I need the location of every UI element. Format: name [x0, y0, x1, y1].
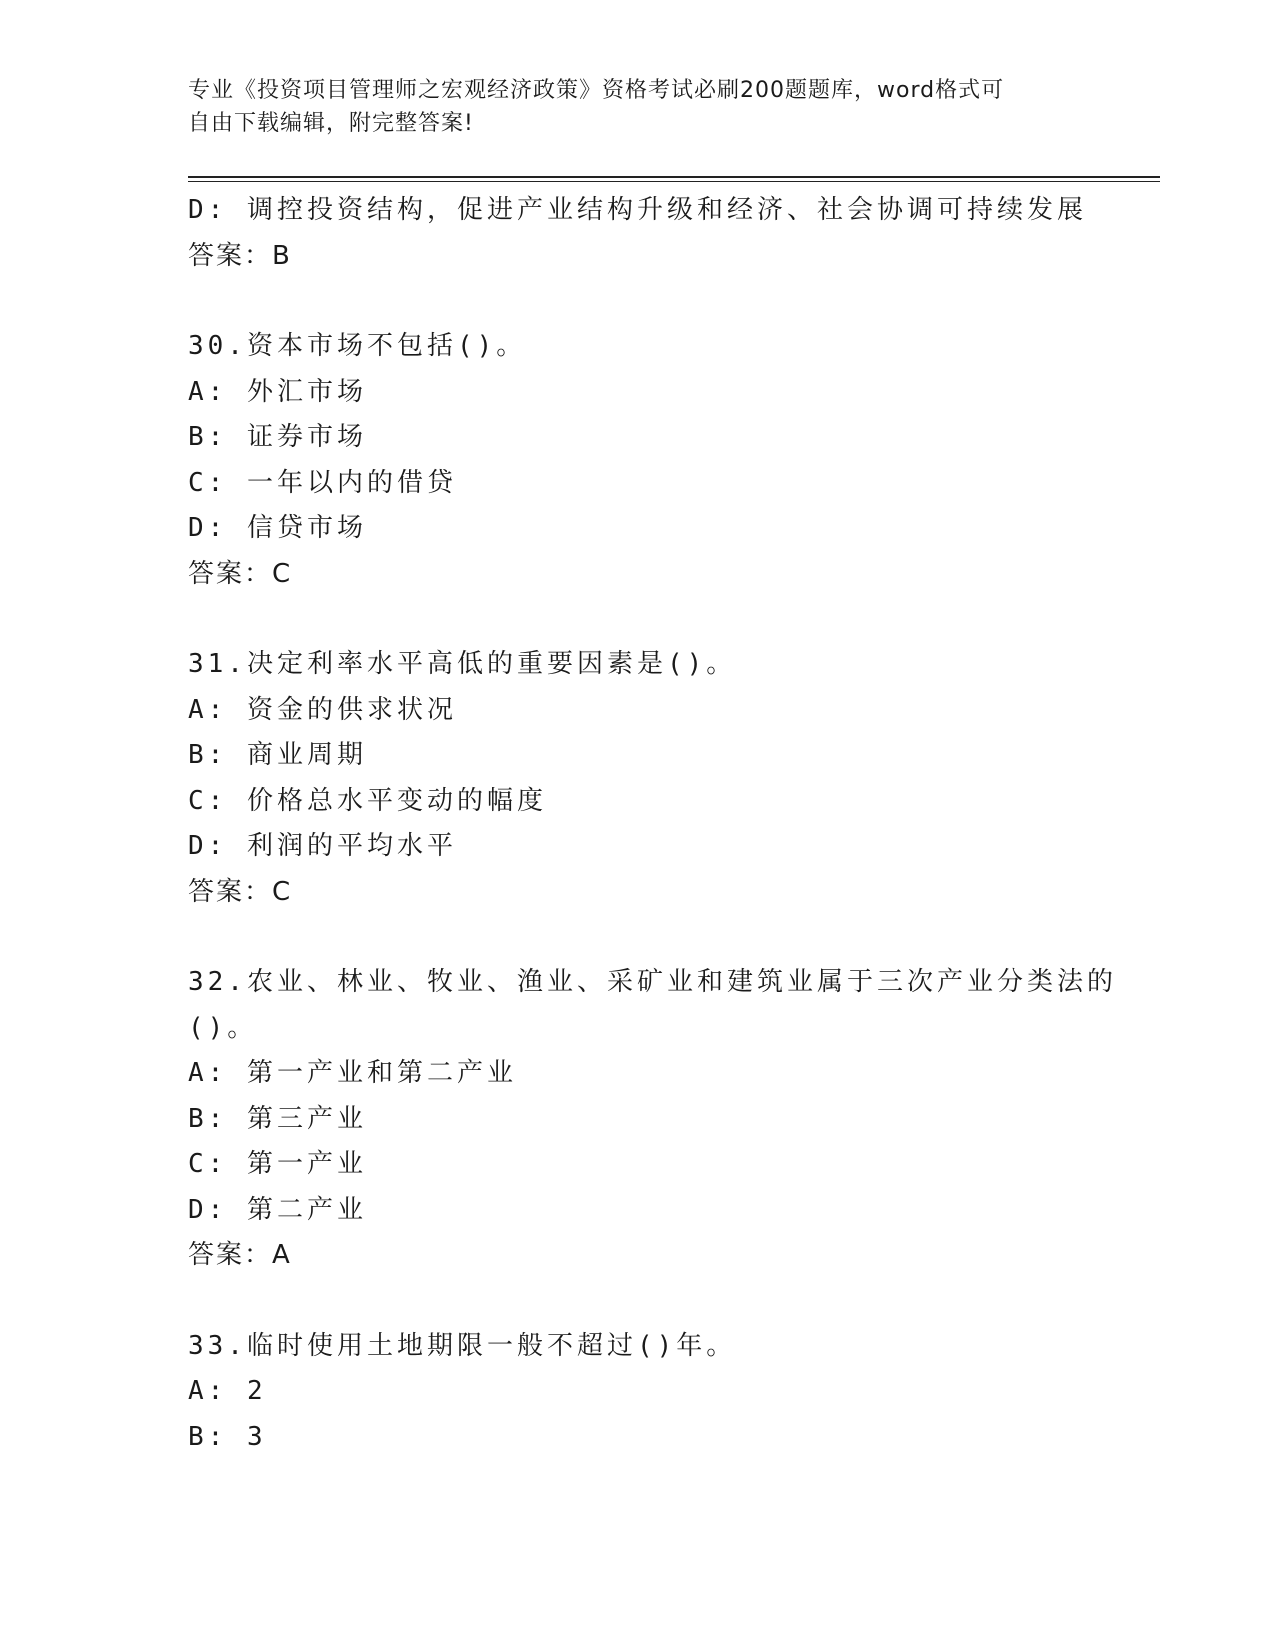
answer-line: 答案：A: [188, 1240, 292, 1270]
answer-line: 答案：B: [188, 240, 292, 271]
option-b: B: 3: [188, 1421, 267, 1452]
header-line-1: 专业《投资项目管理师之宏观经济政策》资格考试必刷200题题库，word格式可: [188, 78, 1005, 103]
previous-question-tail: [188, 188, 1148, 279]
question-stem-line-1: 32.农业、林业、牧业、渔业、采矿业和建筑业属于三次产业分类法的: [188, 967, 1117, 997]
option-b: B: 第三产业: [188, 1103, 367, 1134]
question-content: [188, 188, 1148, 1460]
option-d: D: 调控投资结构，促进产业结构升级和经济、社会协调可持续发展: [188, 195, 1087, 225]
question-stem-line-2: ()。: [188, 1012, 258, 1043]
document-header: [188, 74, 1088, 140]
question-stem: 31.决定利率水平高低的重要因素是()。: [188, 649, 737, 679]
header-line-2: 自由下载编辑，附完整答案!: [188, 111, 474, 136]
option-a: A: 资金的供求状况: [188, 694, 457, 725]
option-d: D: 第二产业: [188, 1194, 367, 1225]
answer-line: 答案：C: [188, 558, 293, 589]
option-d: D: 信贷市场: [188, 513, 367, 543]
question-stem: 33.临时使用土地期限一般不超过()年。: [188, 1330, 737, 1361]
option-a: A: 第一产业和第二产业: [188, 1058, 517, 1088]
option-b: B: 商业周期: [188, 740, 367, 770]
question-32: [188, 960, 1148, 1279]
option-c: C: 价格总水平变动的幅度: [188, 785, 547, 816]
option-a: A: 外汇市场: [188, 376, 367, 407]
option-d: D: 利润的平均水平: [188, 831, 457, 861]
option-b: B: 证券市场: [188, 422, 367, 452]
option-c: C: 第一产业: [188, 1149, 367, 1179]
question-31: [188, 642, 1148, 915]
option-c: C: 一年以内的借贷: [188, 467, 457, 498]
answer-line: 答案：C: [188, 876, 293, 907]
option-a: A: 2: [188, 1376, 267, 1406]
header-divider-thin: [188, 181, 1160, 182]
question-33: [188, 1324, 1148, 1461]
question-30: [188, 324, 1148, 597]
header-divider-thick: [188, 176, 1160, 178]
question-stem: 30.资本市场不包括()。: [188, 331, 527, 361]
